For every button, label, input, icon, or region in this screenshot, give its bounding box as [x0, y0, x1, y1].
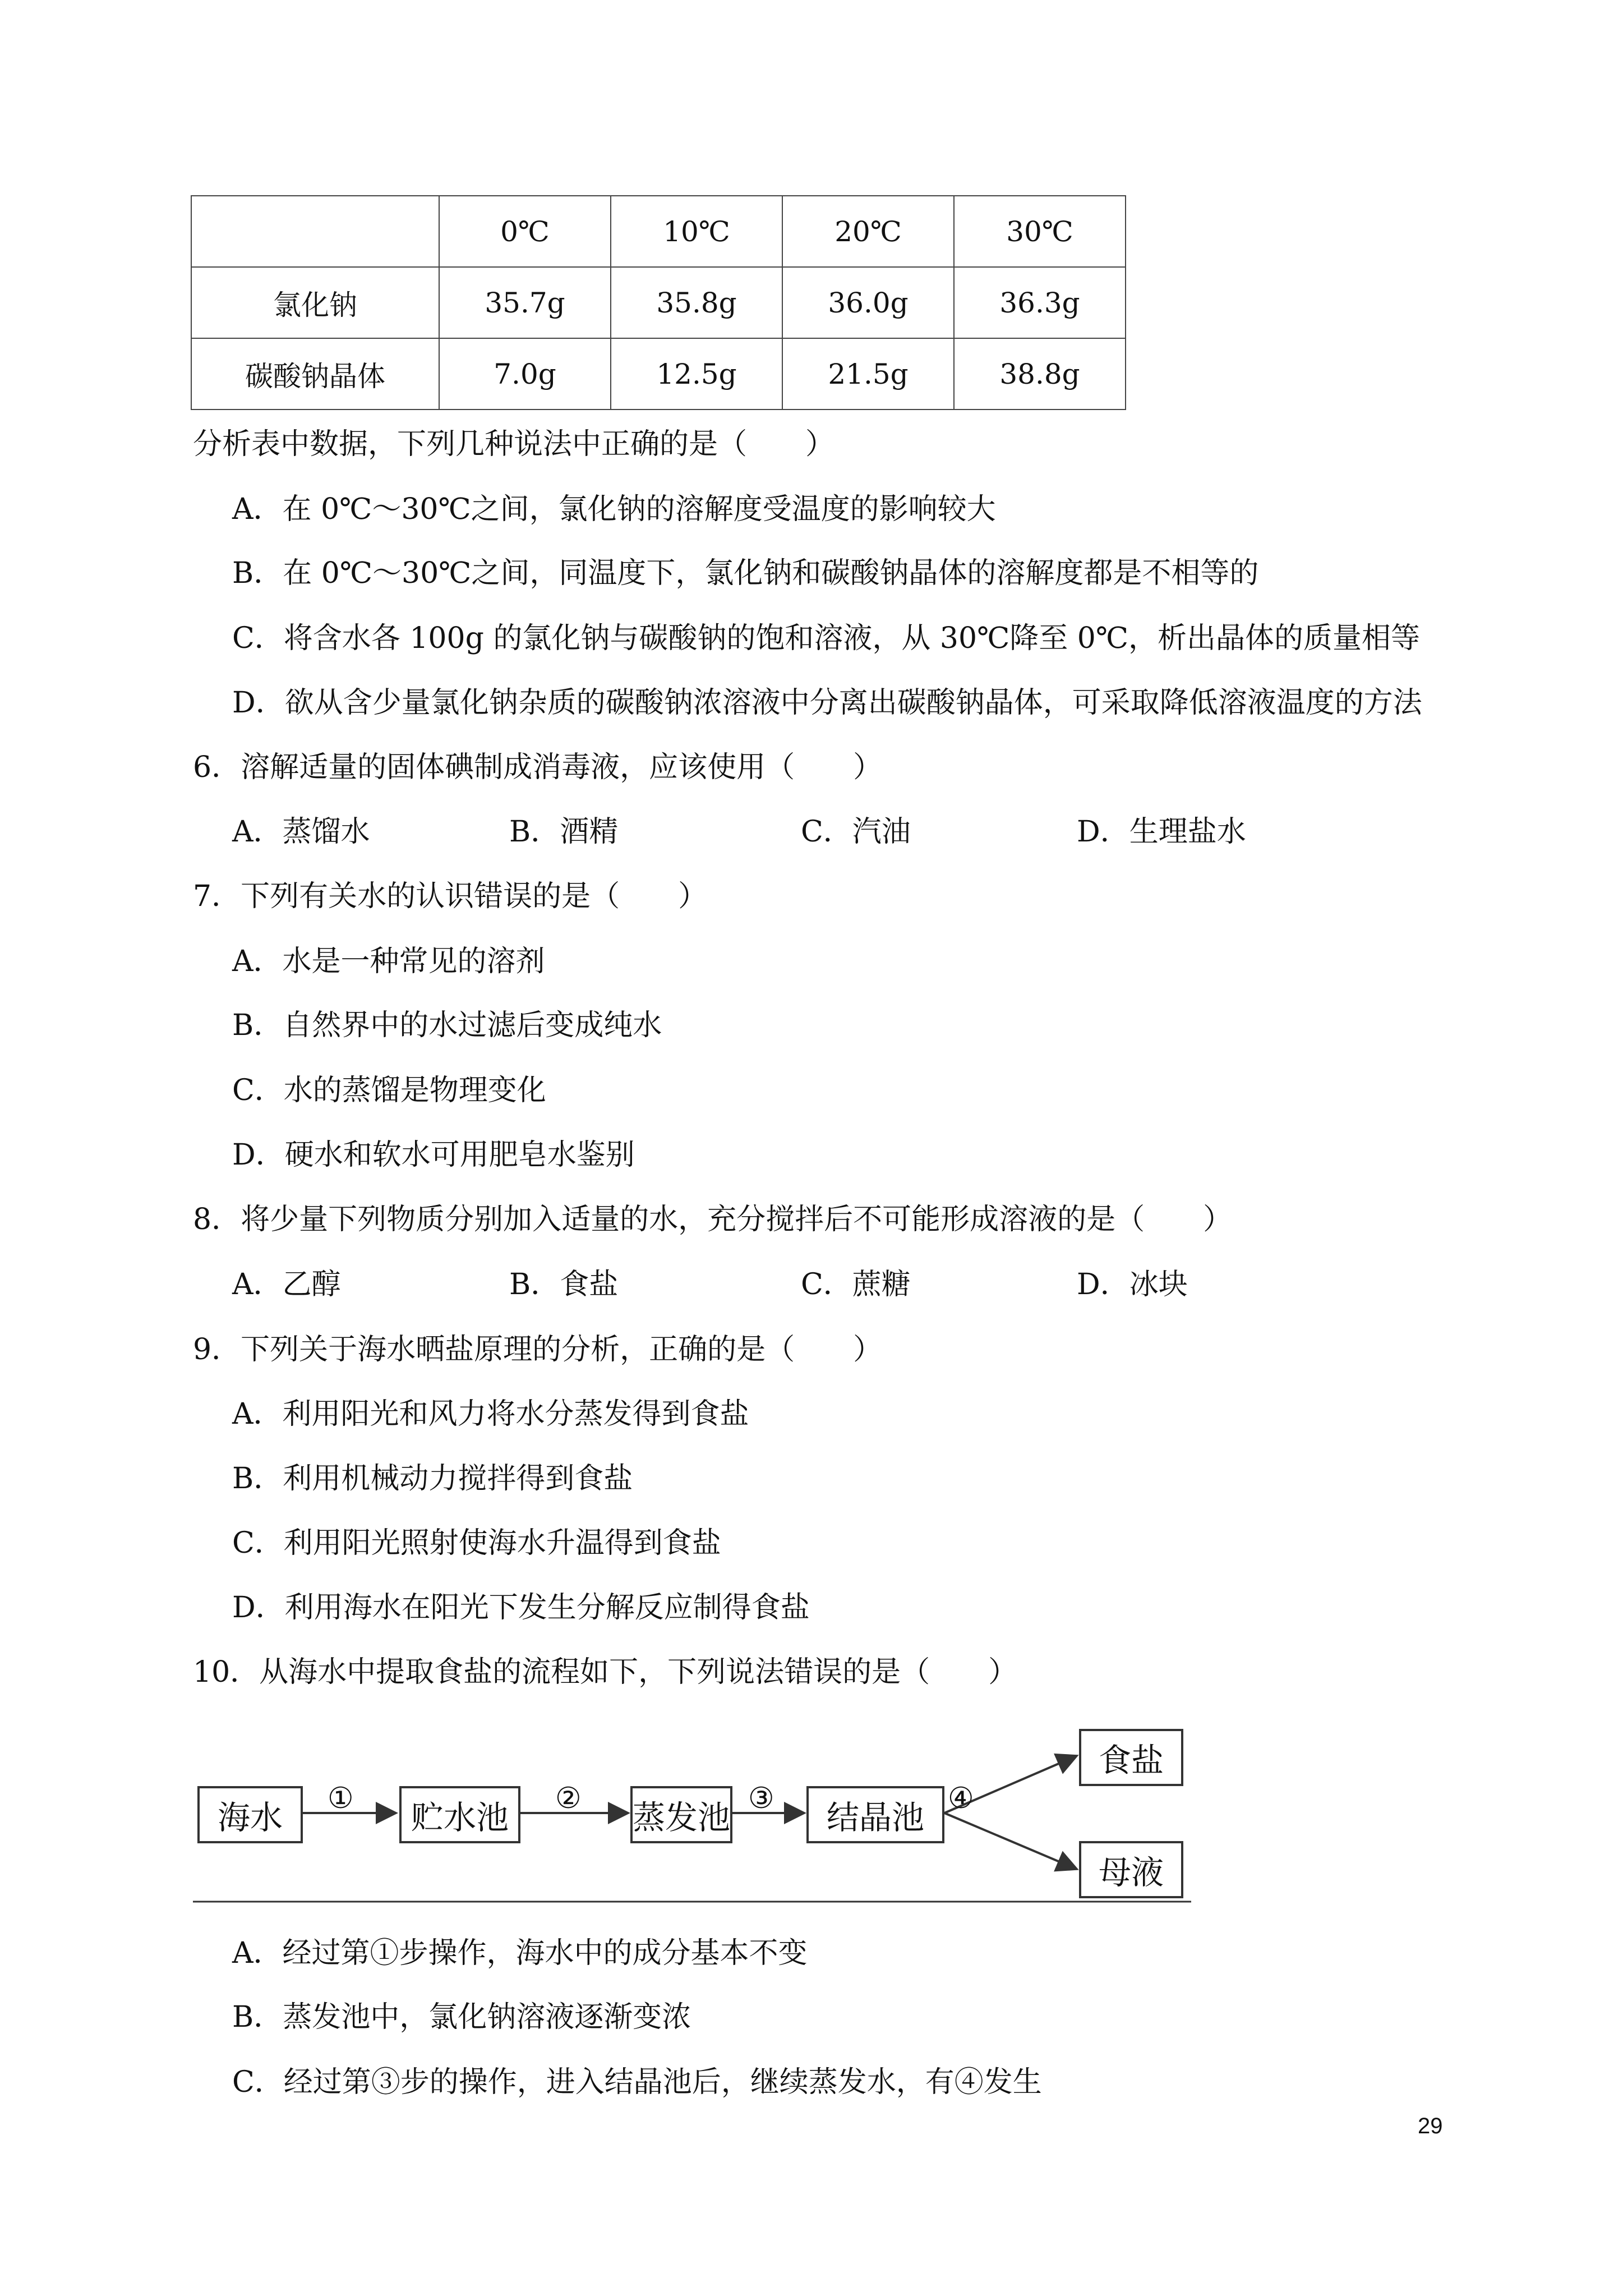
q5-stem: 分析表中数据，下列几种说法中正确的是（ ） — [193, 427, 835, 461]
table-cell: 38.8g — [954, 338, 1126, 409]
q10-option-b: B．蒸发池中，氯化钠溶液逐渐变浓 — [232, 2000, 691, 2034]
q7-option-a: A．水是一种常见的溶剂 — [232, 945, 545, 978]
q10-stem: 10．从海水中提取食盐的流程如下，下列说法错误的是（ ） — [193, 1655, 1018, 1689]
table-cell: 21.5g — [782, 338, 954, 409]
q6-option-b: B．酒精 — [509, 815, 619, 849]
q5-option-a: A．在 0℃～30℃之间，氯化钠的溶解度受温度的影响较大 — [232, 493, 996, 526]
table-cell: 35.8g — [611, 267, 782, 338]
q8-option-b: B．食盐 — [509, 1268, 619, 1301]
flow-box-salt: 食盐 — [1079, 1729, 1183, 1786]
table-cell: 35.7g — [439, 267, 611, 338]
flow-arrow-to-mother-liquor — [944, 1813, 1077, 1869]
table-cell: 36.0g — [782, 267, 954, 338]
table-row — [191, 267, 1126, 338]
table-cell: 碳酸钠晶体 — [191, 338, 439, 409]
flow-step-3: ③ — [748, 1782, 774, 1815]
q9-option-c: C．利用阳光照射使海水升温得到食盐 — [232, 1526, 721, 1560]
q5-option-d: D．欲从含少量氯化钠杂质的碳酸钠浓溶液中分离出碳酸钠晶体，可采取降低溶液温度的方法 — [232, 686, 1422, 720]
q10-option-c: C．经过第③步的操作，进入结晶池后，继续蒸发水，有④发生 — [232, 2065, 1042, 2099]
q10-option-a: A．经过第①步操作，海水中的成分基本不变 — [232, 1936, 808, 1970]
solubility-table — [191, 195, 1126, 410]
q8-option-d: D．冰块 — [1077, 1268, 1188, 1301]
q9-stem: 9．下列关于海水晒盐原理的分析，正确的是（ ） — [193, 1333, 883, 1366]
table-row — [191, 338, 1126, 409]
table-cell: 12.5g — [611, 338, 782, 409]
q8-stem: 8．将少量下列物质分别加入适量的水，充分搅拌后不可能形成溶液的是（ ） — [193, 1203, 1233, 1236]
q7-stem: 7．下列有关水的认识错误的是（ ） — [193, 880, 708, 913]
q6-stem: 6．溶解适量的固体碘制成消毒液，应该使用（ ） — [193, 751, 883, 784]
flow-step-1: ① — [328, 1782, 354, 1815]
table-header-cell — [191, 196, 439, 267]
flow-box-crystallization-pond: 结晶池 — [806, 1786, 944, 1843]
flow-box-storage-pond: 贮水池 — [399, 1786, 520, 1843]
q7-option-d: D．硬水和软水可用肥皂水鉴别 — [232, 1138, 635, 1172]
q8-option-c: C．蔗糖 — [801, 1268, 911, 1301]
table-header-cell: 10℃ — [611, 196, 782, 267]
page-number: 29 — [1418, 2114, 1443, 2138]
q7-option-b: B．自然界中的水过滤后变成纯水 — [232, 1009, 662, 1042]
table-header-cell: 20℃ — [782, 196, 954, 267]
q6-options — [0, 817, 1623, 851]
table-cell: 氯化钠 — [191, 267, 439, 338]
q6-option-c: C．汽油 — [801, 815, 911, 849]
q8-option-a: A．乙醇 — [232, 1268, 341, 1301]
q6-option-a: A．蒸馏水 — [232, 815, 370, 849]
flow-box-evaporation-pond: 蒸发池 — [630, 1786, 732, 1843]
flow-step-4: ④ — [948, 1782, 974, 1815]
q5-option-c: C．将含水各 100g 的氯化钠与碳酸钠的饱和溶液，从 30℃降至 0℃，析出晶体的质量相等 — [232, 622, 1421, 655]
table-header-row — [191, 196, 1126, 267]
table-cell: 36.3g — [954, 267, 1126, 338]
q7-option-c: C．水的蒸馏是物理变化 — [232, 1074, 546, 1107]
q9-option-b: B．利用机械动力搅拌得到食盐 — [232, 1462, 633, 1496]
table-cell: 7.0g — [439, 338, 611, 409]
table-header-cell: 30℃ — [954, 196, 1126, 267]
flow-box-mother-liquor: 母液 — [1079, 1841, 1183, 1898]
q5-option-b: B．在 0℃～30℃之间，同温度下，氯化钠和碳酸钠晶体的溶解度都是不相等的 — [232, 556, 1259, 590]
q8-options — [0, 1270, 1623, 1304]
q9-option-d: D．利用海水在阳光下发生分解反应制得食盐 — [232, 1591, 810, 1625]
table-header-cell: 0℃ — [439, 196, 611, 267]
q6-option-d: D．生理盐水 — [1077, 815, 1246, 849]
flow-step-2: ② — [555, 1782, 582, 1815]
q9-option-a: A．利用阳光和风力将水分蒸发得到食盐 — [232, 1397, 749, 1431]
salt-extraction-flow-diagram — [193, 1719, 1191, 1904]
flow-box-seawater: 海水 — [197, 1786, 303, 1843]
